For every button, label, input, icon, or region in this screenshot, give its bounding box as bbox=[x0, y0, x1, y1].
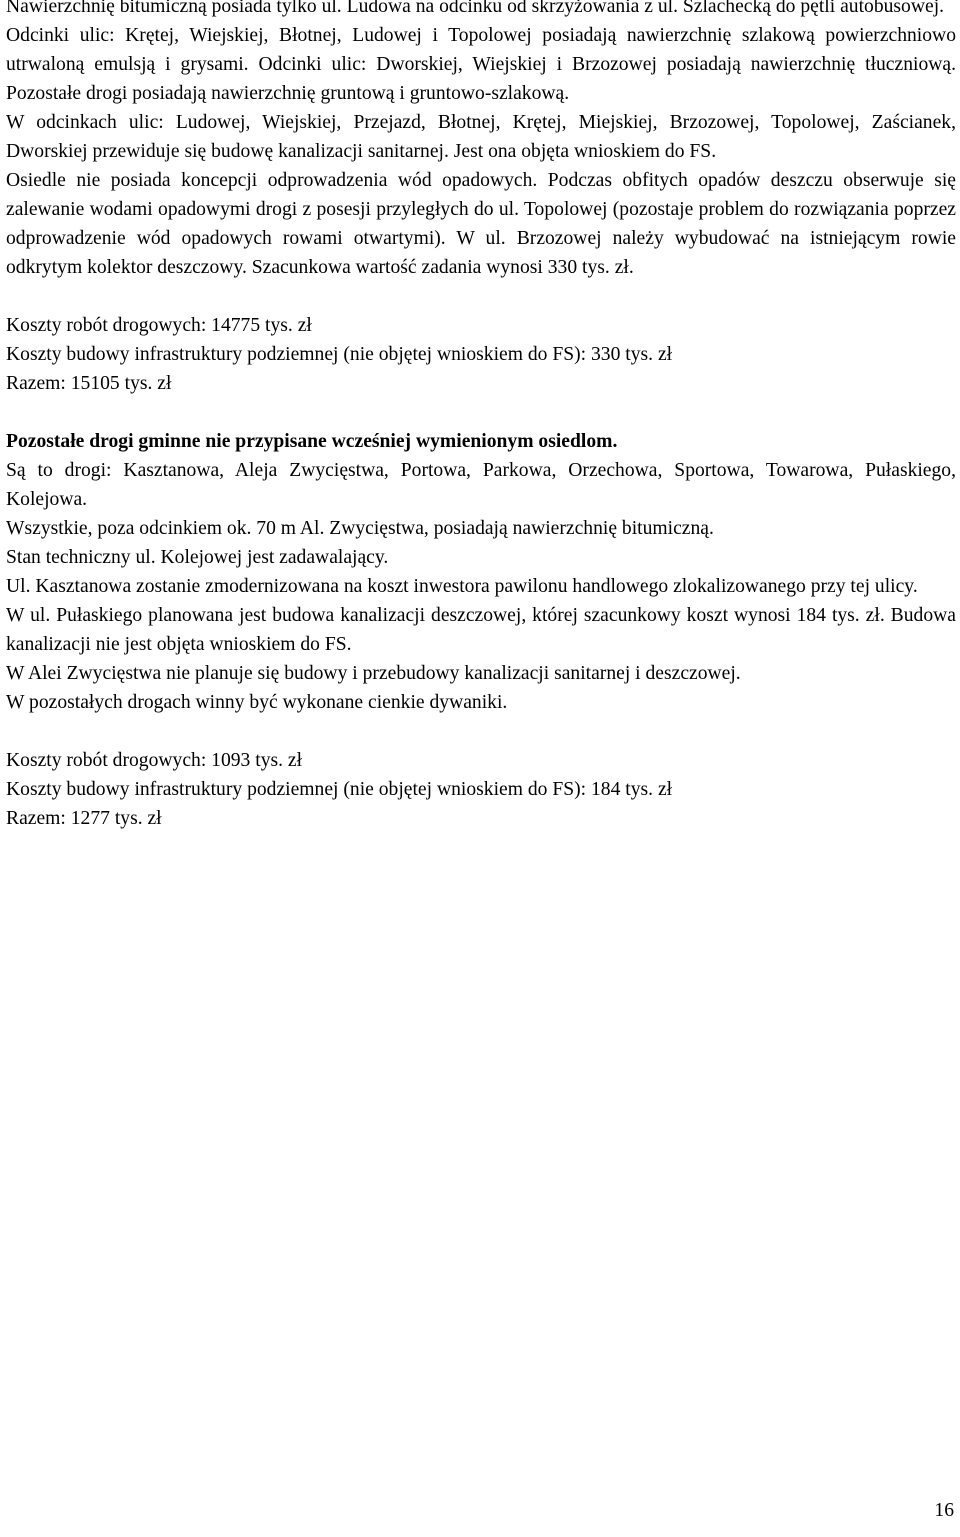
spacer bbox=[6, 398, 956, 427]
cost-road-works-2: Koszty robót drogowych: 1093 tys. zł bbox=[6, 750, 303, 771]
section-heading: Pozostałe drogi gminne nie przypisane wcześniej wymienionym osiedlom. bbox=[6, 431, 618, 452]
paragraph-aleja-zwyciestwa: W Alei Zwycięstwa nie planuje się budowy i przebudowy kanalizacji sanitarnej i deszczowej. bbox=[6, 663, 741, 684]
paragraph-thin-carpets: W pozostałych drogach winny być wykonane cienkie dywaniki. bbox=[6, 692, 508, 713]
page-number: 16 bbox=[934, 1500, 954, 1521]
paragraph-kolejowa-state: Stan techniczny ul. Kolejowej jest zadawalający. bbox=[6, 547, 389, 568]
spacer bbox=[6, 282, 956, 311]
cost-total: Razem: 15105 tys. zł bbox=[6, 373, 172, 394]
cost-underground-infrastructure: Koszty budowy infrastruktury podziemnej (nie objętej wnioskiem do FS): 330 tys. zł bbox=[6, 344, 673, 365]
paragraph-road-list: Są to drogi: Kasztanowa, Aleja Zwycięstwa, Portowa, Parkowa, Orzechowa, Sportowa, Towarowa, Pułaskiego, Kolejowa. bbox=[6, 460, 956, 510]
cost-underground-infrastructure-2: Koszty budowy infrastruktury podziemnej (nie objętej wnioskiem do FS): 184 tys. zł bbox=[6, 779, 673, 800]
spacer bbox=[6, 717, 956, 746]
document-page bbox=[6, 0, 956, 833]
paragraph-pulaskiego: W ul. Pułaskiego planowana jest budowa kanalizacji deszczowej, której szacunkowy koszt wynosi 184 tys. zł. Budowa kanalizacji nie jest objęta wnioskiem do FS. bbox=[6, 605, 956, 655]
cost-road-works: Koszty robót drogowych: 14775 tys. zł bbox=[6, 315, 312, 336]
paragraph-rainwater: Osiedle nie posiada koncepcji odprowadzenia wód opadowych. Podczas obfitych opadów deszczu obserwuje się zalewanie wodami opadowymi drogi z posesji przyległych do ul. Topolowej (pozostaje problem do rozwiązania poprzez odprowadzenie wód opadowych rowami otwartymi). W ul. Brzozowej należy wybudować na istniejącym rowie odkrytym kolektor deszczowy. Szacunkowa wartość zadania wynosi 330 tys. zł. bbox=[6, 170, 956, 278]
cost-total-2: Razem: 1277 tys. zł bbox=[6, 808, 162, 829]
paragraph-kasztanowa: Ul. Kasztanowa zostanie zmodernizowana na koszt inwestora pawilonu handlowego zlokalizowanego przy tej ulicy. bbox=[6, 576, 918, 597]
paragraph-bitumen-surface: Nawierzchnię bitumiczną posiada tylko ul. Ludowa na odcinku od skrzyżowania z ul. Szlachecką do pętli autobusowej. bbox=[6, 0, 945, 17]
paragraph-street-surfaces: Odcinki ulic: Krętej, Wiejskiej, Błotnej, Ludowej i Topolowej posiadają nawierzchnię szlakową powierzchniowo utrwaloną emulsją i grysami. Odcinki ulic: Dworskiej, Wiejskiej i Brzozowej posiadają nawierzchnię tłuczniową. Pozostałe drogi posiadają nawierzchnię gruntową i gruntowo-szlakową. bbox=[6, 25, 956, 104]
paragraph-bitumen-all: Wszystkie, poza odcinkiem ok. 70 m Al. Zwycięstwa, posiadają nawierzchnię bitumiczną. bbox=[6, 518, 714, 539]
paragraph-sanitary-sewer: W odcinkach ulic: Ludowej, Wiejskiej, Przejazd, Błotnej, Krętej, Miejskiej, Brzozowej, Topolowej, Zaścianek, Dworskiej przewiduje się budowę kanalizacji sanitarnej. Jest ona objęta wnioskiem do FS. bbox=[6, 112, 956, 162]
